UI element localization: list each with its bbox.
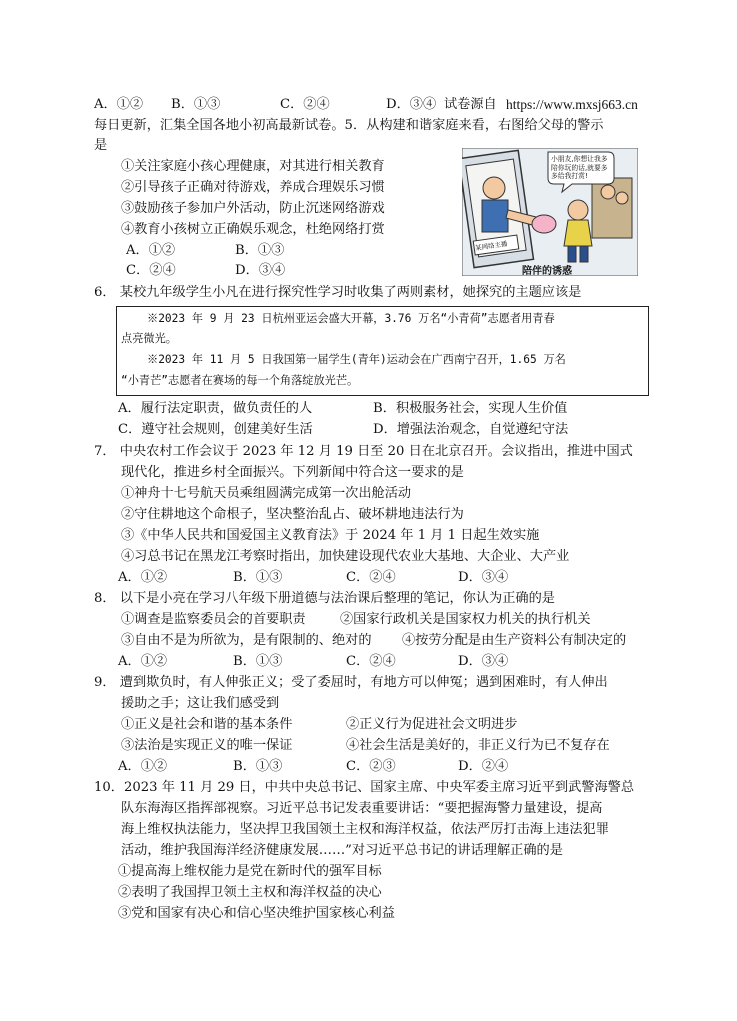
q10-stem-line3: 海上维权执法能力，坚决捍卫我国领土主权和海洋权益，依法严厉打击海上违法犯罪 [121, 822, 609, 837]
box-line: ※2023 年 11 月 5 日我国第一届学生(青年)运动会在广西南宁召开，1.65 万名 [147, 353, 566, 366]
q5-item: ③鼓励孩子参加户外活动，防止沉迷网络游戏 [121, 201, 385, 216]
option-b: B．①③ [171, 97, 221, 112]
option-a: A．①② [94, 97, 144, 112]
option-a: A．履行法定职责，做负责任的人 [118, 401, 313, 416]
q7-item: ②守住耕地这个命根子，坚决整治乱占、破坏耕地违法行为 [121, 507, 464, 522]
q5-item: ④教育小孩树立正确娱乐观念，杜绝网络打赏 [121, 222, 385, 237]
q6-stem: 6． 某校九年级学生小凡在进行探究性学习时收集了两则素材，她探究的主题应该是 [94, 285, 582, 300]
box-line: 点亮微光。 [121, 332, 177, 345]
source-label: 试卷源自 [444, 97, 497, 112]
option-a: A．①② [118, 654, 168, 669]
q7-item: ④习总书记在黑龙江考察时指出，加快建设现代农业大基地、大企业、大产业 [121, 549, 570, 564]
q10-stem-line2: 队东海海区指挥部视察。习近平总书记发表重要讲话：“要把握海警力量建设，提高 [121, 801, 603, 816]
q10-stem-line1: 10．2023 年 11 月 29 日，中共中央总书记、国家主席、中央军委主席习近平到武警海警总 [94, 780, 635, 795]
option-a: A．①② [118, 570, 168, 585]
q8-item: ①调查是监察委员会的首要职责 [121, 612, 306, 627]
option-a: A．①② [118, 759, 168, 774]
option-d: D．②④ [458, 759, 509, 774]
q8-item: ②国家行政机关是国家权力机关的执行机关 [340, 612, 591, 627]
option-b: B．①③ [233, 570, 283, 585]
q8-stem: 8． 以下是小亮在学习八年级下册道德与法治课后整理的笔记，你认为正确的是 [94, 591, 555, 606]
q8-item: ④按劳分配是由生产资料公有制决定的 [402, 633, 627, 648]
q9-item: ③法治是实现正义的唯一保证 [121, 738, 293, 753]
q7-stem-line1: 7． 中央农村工作会议于 2023 年 12 月 19 日至 20 日在北京召开。会议指出，推进中国式 [94, 444, 633, 459]
option-d: D．③④ [386, 97, 437, 112]
q8-item: ③自由不是为所欲为，是有限制的、绝对的 [121, 633, 372, 648]
option-c: C．②④ [346, 570, 396, 585]
q7-stem-line2: 现代化，推进乡村全面振兴。下列新闻中符合这一要求的是 [121, 465, 464, 480]
option-c: C．②④ [126, 263, 176, 278]
header-line-2: 每日更新，汇集全国各地小初高最新试卷。5．从构建和谐家庭来看，右图给父母的警示 [94, 118, 604, 133]
q10-item: ①提高海上维权能力是党在新时代的强军目标 [118, 864, 382, 879]
q5-options-row1 [126, 242, 326, 260]
option-d: D．③④ [235, 263, 286, 278]
q9-stem-line2: 援助之手；这让我们感受到 [121, 696, 280, 711]
box-line: ※2023 年 9 月 23 日杭州亚运会盛大开幕，3.76 万名“小青荷”志愿者用青春 [147, 312, 555, 325]
source-url[interactable]: https://www.mxsj663.cn [506, 97, 638, 112]
q9-item: ④社会生活是美好的，非正义行为已不复存在 [346, 738, 610, 753]
option-d: D．③④ [458, 570, 509, 585]
header-line-3: 是 [94, 138, 108, 153]
option-c: C．②④ [280, 97, 330, 112]
q10-item: ③党和国家有决心和信心坚决维护国家核心利益 [118, 906, 395, 921]
q5-item: ①关注家庭小孩心理健康，对其进行相关教育 [121, 159, 385, 174]
q10-stem-line4: 活动，维护我国海洋经济健康发展……”对习近平总书记的讲话理解正确的是 [121, 843, 563, 858]
option-b: B．①③ [235, 243, 285, 258]
q7-item: ①神舟十七号航天员乘组圆满完成第一次出舱活动 [121, 486, 412, 501]
cartoon-caption: 陪伴的诱惑 [522, 266, 572, 277]
q5-options-row2 [126, 262, 326, 280]
q5-item: ②引导孩子正确对待游戏，养成合理娱乐习惯 [121, 180, 385, 195]
q4-options [94, 96, 654, 114]
q6-material-box [116, 306, 649, 396]
option-c: C．遵守社会规则，创建美好生活 [118, 422, 313, 437]
q7-options [118, 569, 538, 587]
q6-options-row2 [118, 421, 658, 439]
q6-options-row1 [118, 400, 658, 418]
option-b: B．①③ [233, 759, 283, 774]
option-d: D．增强法治观念，自觉遵纪守法 [373, 422, 569, 437]
q9-item: ①正义是社会和谐的基本条件 [121, 717, 293, 732]
q9-stem-line1: 9． 遭到欺负时，有人伸张正义；受了委屈时，有地方可以伸冤；遇到困难时，有人伸出 [94, 675, 608, 690]
option-b: B．①③ [233, 654, 283, 669]
option-b: B．积极服务社会，实现人生价值 [373, 401, 568, 416]
q10-item: ②表明了我国捍卫领土主权和海洋权益的决心 [118, 885, 382, 900]
option-c: C．②④ [346, 654, 396, 669]
option-a: A．①② [126, 243, 176, 258]
cartoon-sign-text: 某网络主播 [474, 239, 508, 253]
q9-options [118, 758, 538, 776]
q7-item: ③《中华人民共和国爱国主义教育法》于 2024 年 1 月 1 日起生效实施 [121, 528, 540, 543]
option-d: D．③④ [458, 654, 509, 669]
q8-options [118, 653, 538, 671]
box-line: “小青芒”志愿者在赛场的每一个角落绽放光芒。 [121, 374, 359, 387]
cartoon-bubble-text: 小朋友,你想让我多陪你玩的话,就要多多给我打赏! [551, 155, 608, 181]
option-c: C．②③ [346, 759, 396, 774]
q9-item: ②正义行为促进社会文明进步 [346, 717, 518, 732]
